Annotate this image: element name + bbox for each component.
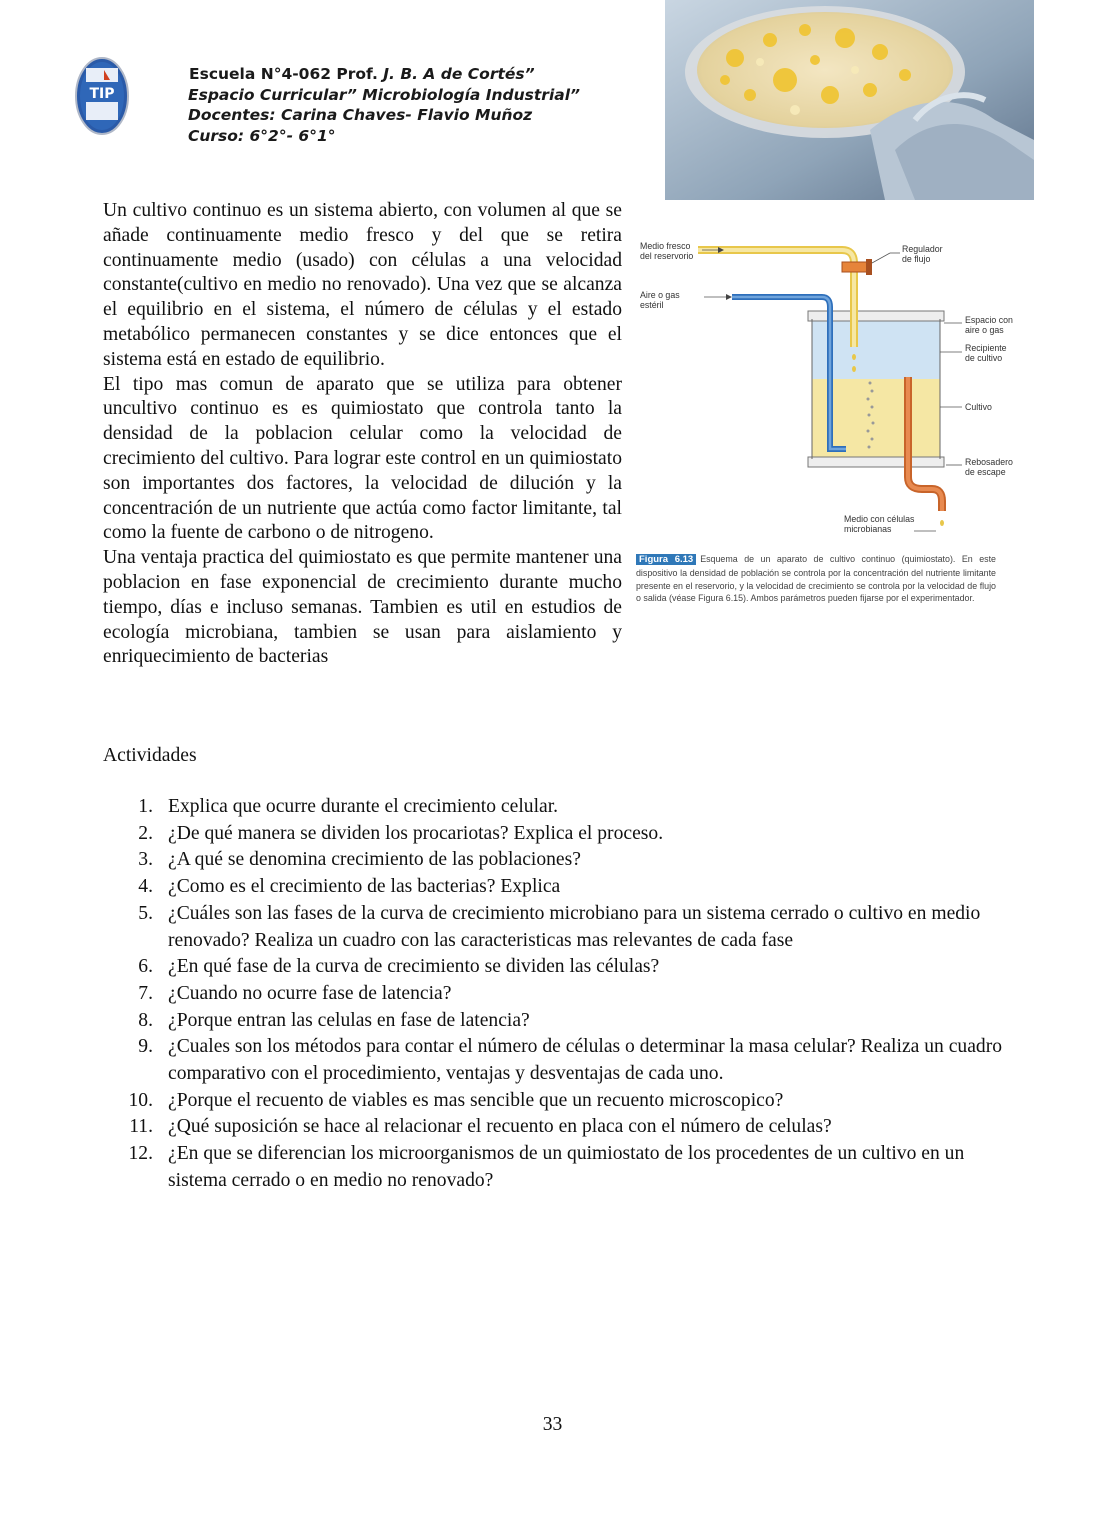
chemostat-figure <box>632 207 1013 637</box>
page-number: 33 <box>542 1414 563 1435</box>
chemostat-diagram <box>632 207 1013 552</box>
header-block <box>188 64 580 146</box>
caption-text: Esquema de un aparato de cultivo continuo (quimiostato). En este dispositivo la densidad de población se controla por la concentración del nutriente limitante presente en el reservorio, y la velocidad de crecimiento se controla por la velocidad de flujo o salida (véase Figura 6.15). Ambos parámetros pueden fijarse por el experimentador. <box>636 554 996 604</box>
svg-text:aire o gas: aire o gas <box>965 325 1004 335</box>
svg-text:de flujo: de flujo <box>902 254 931 264</box>
activity-item: 9. ¿Cuales son los métodos para contar el número de células o determinar la masa celular? Realiza un cuadro comparativo con el procedimiento, ventajas y desventajas de cada uno. <box>138 1036 1003 1085</box>
svg-text:del reservorio: del reservorio <box>640 251 694 261</box>
school-name: J. B. A de Cortés” <box>383 65 535 83</box>
activity-item: 6. ¿En qué fase de la curva de crecimiento se dividen las células? <box>138 956 660 978</box>
svg-text:TIP: TIP <box>89 86 115 102</box>
intro-text <box>103 199 1013 670</box>
svg-text:microbianas: microbianas <box>844 524 892 534</box>
activity-item: 12. ¿En que se diferencian los microorganismos de un quimiostato de los procedentes de un cultivo en un sistema cerrado o en medio no renovado? <box>128 1143 965 1191</box>
school-label: Escuela N°4-062 Prof. <box>189 65 378 83</box>
svg-text:Medio con células: Medio con células <box>844 514 915 524</box>
paragraph-3: Una ventaja practica del quimiostato es que permite mantener una poblacion en fase exponencial de crecimiento durante mucho tiempo, días e incluso semanas. Tambien es util en estudios de ecología microbiana, tambien se usan para aislamiento y enriquecimiento de bacterias <box>103 547 622 668</box>
activities-title: Actividades <box>103 745 197 766</box>
activity-item: 2. ¿De qué manera se dividen los procariotas? Explica el proceso. <box>138 822 664 844</box>
activity-item: 8. ¿Porque entran las celulas en fase de latencia? <box>138 1009 530 1031</box>
svg-text:Recipiente: Recipiente <box>965 343 1007 353</box>
activity-item: 1. Explica que ocurre durante el crecimiento celular. <box>138 796 559 817</box>
activity-item: 4. ¿Como es el crecimiento de las bacterias? Explica <box>138 876 561 898</box>
svg-text:Regulador: Regulador <box>902 244 943 254</box>
course-line: Curso: 6°2°- 6°1° <box>188 126 336 145</box>
school-logo <box>74 56 130 136</box>
svg-text:Cultivo: Cultivo <box>965 402 992 412</box>
svg-text:estéril: estéril <box>640 300 664 310</box>
teachers-line: Docentes: Carina Chaves- Flavio Muñoz <box>188 106 533 124</box>
figure-caption <box>636 553 996 605</box>
figure-label: Figura 6.13 <box>636 554 696 565</box>
activity-item: 3. ¿A qué se denomina crecimiento de las poblaciones? <box>138 849 581 871</box>
activities-list <box>103 794 1008 1195</box>
activity-item: 11. ¿Qué suposición se hace al relacionar el recuento en placa con el número de celulas? <box>129 1116 832 1138</box>
svg-text:de escape: de escape <box>965 467 1006 477</box>
petri-dish-photo <box>665 0 1034 200</box>
svg-text:de cultivo: de cultivo <box>965 353 1003 363</box>
svg-text:Rebosadero: Rebosadero <box>965 457 1013 467</box>
subject-line: Espacio Curricular” Microbiología Industrial” <box>188 85 581 104</box>
paragraph-2: El tipo mas comun de aparato que se utiliza para obtener uncultivo continuo es es quimiostato que controla tanto la densidad de la poblacion celular como la velocidad de crecimiento del cultivo. Para lograr este control en un quimiostato son importantes dos factores, la velocidad de dilución y la concentración de un nutriente que actúa como factor limitante, tal como la fuente de carbono o de nitrogeno. <box>103 373 622 544</box>
paragraph-1: Un cultivo continuo es un sistema abierto, con volumen al que se añade continuamente medio fresco y del que se retira continuamente medio (usado) con células a una velocidad constante(cultivo en medio no renovado). Una vez que se alcanza el equilibrio en el sistema, el número de células y el estado metabólico permanecen constantes y se dice entonces que el sistema está en estado de equilibrio. <box>103 200 622 370</box>
svg-text:Medio fresco: Medio fresco <box>640 241 691 251</box>
activity-item: 7. ¿Cuando no ocurre fase de latencia? <box>138 982 452 1004</box>
activity-item: 10. ¿Porque el recuento de viables es mas sencible que un recuento microscopico? <box>128 1089 784 1111</box>
activity-item: 5. ¿Cuáles son las fases de la curva de crecimiento microbiano para un sistema cerrado o cultivo en medio renovado? Realiza un cuadro con las caracteristicas mas relevantes de cada fase <box>138 902 981 951</box>
svg-text:Espacio con: Espacio con <box>965 315 1013 325</box>
svg-text:Aire o gas: Aire o gas <box>640 290 680 300</box>
